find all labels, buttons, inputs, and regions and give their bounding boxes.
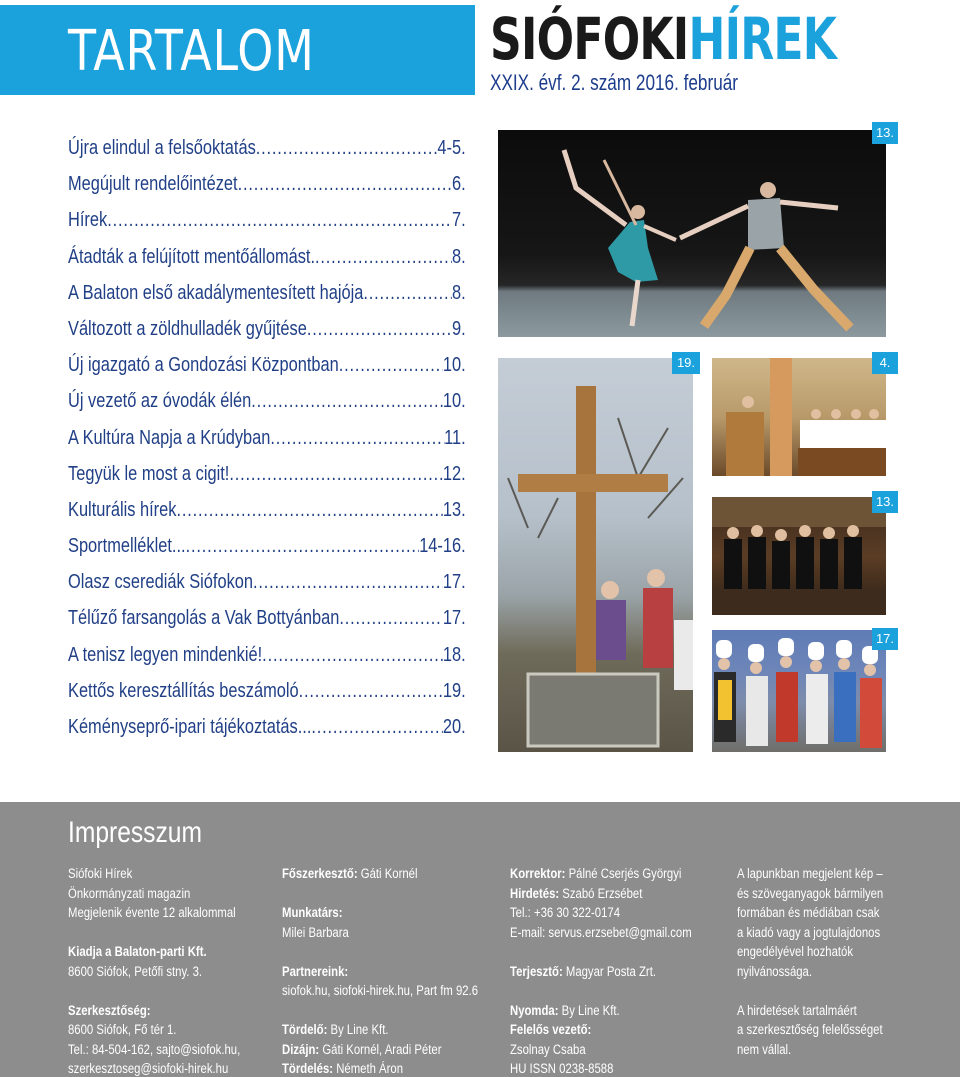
- toc-leader-dots: [307, 311, 452, 347]
- toc-leader-dots: [363, 275, 452, 311]
- chief-label: Főszerkesztő:: [282, 866, 358, 881]
- cross-photo: [498, 358, 693, 752]
- toc-entry-page: 12.: [442, 462, 466, 485]
- page-badge-meeting: 4.: [872, 352, 898, 374]
- toc-entry-page: 20.: [442, 716, 466, 738]
- magazine-name: Siófoki Hírek: [68, 866, 133, 881]
- responsible-label: Felelős vezető:: [510, 1022, 592, 1037]
- toc-leader-dots: [253, 564, 443, 600]
- typesetter-value: By Line Kft.: [327, 1022, 389, 1037]
- toc-entry: [68, 637, 468, 673]
- page-badge-cross: 19.: [672, 352, 700, 374]
- staff-value: Milei Barbara: [282, 924, 349, 940]
- toc-entry-title: Megújult rendelőintézet: [68, 173, 238, 196]
- impressum-col-3: [510, 864, 760, 1077]
- ads-phone: Tel.: +36 30 322-0174: [510, 905, 621, 920]
- impressum-col-2: [282, 864, 532, 1077]
- toc-entry-page: 8.: [452, 281, 466, 304]
- copyright-line-6: nyilvánossága.: [737, 963, 813, 979]
- toc-entry: [68, 130, 468, 166]
- toc-entry: [68, 311, 468, 347]
- issue-info: XXIX. évf. 2. szám 2016. február: [490, 70, 738, 95]
- typesetter-label: Tördelő:: [282, 1022, 328, 1037]
- toc-leader-dots: [186, 528, 420, 564]
- title-bar: [0, 5, 475, 95]
- toc-entry-page: 17.: [442, 607, 466, 630]
- office-label: Szerkesztőség:: [68, 1002, 151, 1018]
- toc-entry: [68, 709, 468, 745]
- toc-entry-page: 7.: [452, 209, 466, 232]
- responsible-value: Zsolnay Csaba: [510, 1041, 586, 1057]
- choir-photo: [712, 497, 886, 615]
- magazine-type: Önkormányzati magazin: [68, 885, 191, 901]
- toc-entry: [68, 166, 468, 202]
- toc-entry: [68, 383, 468, 419]
- publisher-label: Kiadja a Balaton-parti Kft.: [68, 944, 207, 959]
- toc-entry-title: Olasz cserediák Siófokon: [68, 571, 254, 594]
- toc-leader-dots: [339, 347, 443, 383]
- toc-entry-title: Kulturális hírek: [68, 498, 177, 521]
- layout-label: Tördelés:: [282, 1061, 334, 1076]
- ads-disclaimer-1: A hirdetések tartalmáért: [737, 1002, 857, 1018]
- toc-leader-dots: [229, 456, 443, 492]
- toc-leader-dots: [339, 600, 443, 636]
- toc-entry: [68, 202, 468, 238]
- impressum-title: Impresszum: [68, 816, 202, 849]
- partners-label: Partnereink:: [282, 963, 349, 979]
- design-value: Gáti Kornél, Aradi Péter: [319, 1041, 442, 1057]
- printer-value: By Line Kft.: [558, 1002, 620, 1018]
- office-address: 8600 Siófok, Fő tér 1.: [68, 1022, 177, 1037]
- ads-email: E-mail: servus.erzsebet@gmail.com: [510, 924, 692, 940]
- meeting-photo: [712, 358, 886, 476]
- toc-entry-page: 9.: [452, 317, 466, 340]
- partners-value: siofok.hu, siofoki-hirek.hu, Part fm 92.6: [282, 983, 479, 998]
- toc-entry-page: 4-5.: [437, 137, 466, 159]
- design-label: Dizájn:: [282, 1041, 320, 1057]
- impressum-col-4: [737, 864, 960, 1059]
- toc-leader-dots: [256, 130, 438, 166]
- toc-entry-title: Tegyük le most a cigit!: [68, 462, 230, 485]
- toc-entry-title: Új igazgató a Gondozási Központban: [68, 354, 339, 377]
- toc-entry-page: 10.: [442, 354, 466, 377]
- page-title: TARTALOM: [68, 19, 315, 84]
- copyright-line-5: engedélyével hozhatók: [737, 944, 854, 959]
- toc-leader-dots: [107, 202, 452, 238]
- impressum-col-1: [68, 864, 318, 1077]
- toc-leader-dots: [262, 637, 443, 673]
- toc-leader-dots: [251, 383, 443, 419]
- frequency: Megjelenik évente 12 alkalommal: [68, 905, 236, 920]
- toc-entry: [68, 528, 468, 564]
- ads-disclaimer-2: a szerkesztőség felelősséget: [737, 1022, 883, 1037]
- copyright-line-2: és szöveganyagok bármilyen: [737, 885, 884, 901]
- toc-entry-title: Változott a zöldhulladék gyűjtése: [68, 317, 307, 340]
- issn: HU ISSN 0238-8588: [510, 1061, 614, 1076]
- toc-leader-dots: [299, 673, 443, 709]
- distributor-value: Magyar Posta Zrt.: [562, 963, 657, 979]
- toc-entry: [68, 673, 468, 709]
- logo-blue-part: HÍREK: [688, 5, 837, 73]
- toc-leader-dots: [270, 420, 444, 456]
- ads-value: Szabó Erzsébet: [559, 885, 643, 901]
- toc-entry: [68, 456, 468, 492]
- copyright-line-4: a kiadó vagy a jogtulajdonos: [737, 924, 881, 940]
- toc-entry-title: Hírek: [68, 209, 108, 232]
- toc-leader-dots: [176, 492, 442, 528]
- table-of-contents: [68, 130, 468, 745]
- toc-entry-title: A tenisz legyen mindenkié!: [68, 643, 263, 666]
- publisher-address: 8600 Siófok, Petőfi stny. 3.: [68, 963, 203, 979]
- toc-entry-title: Télűző farsangolás a Vak Bottyánban: [68, 607, 340, 630]
- copyright-line-1: A lapunkban megjelent kép –: [737, 866, 883, 881]
- toc-entry: [68, 564, 468, 600]
- toc-entry-title: Új vezető az óvodák élén: [68, 390, 252, 413]
- toc-entry-title: Sportmelléklet...: [68, 535, 186, 558]
- toc-entry: [68, 239, 468, 275]
- proof-value: Pálné Cserjés Györgyi: [565, 866, 682, 881]
- toc-entry-title: A Kultúra Napja a Krúdyban: [68, 426, 271, 449]
- ads-disclaimer-3: nem vállal.: [737, 1041, 792, 1057]
- toc-entry-title: Kéményseprő-ipari tájékoztatás...: [68, 716, 312, 738]
- printer-label: Nyomda:: [510, 1002, 559, 1018]
- toc-entry-page: 19.: [442, 679, 466, 702]
- toc-entry-title: Kettős keresztállítás beszámoló: [68, 679, 299, 702]
- impressum-section: [0, 802, 960, 1077]
- magazine-logo: [490, 5, 837, 73]
- page-badge-choir: 13.: [872, 491, 898, 513]
- toc-entry-title: A Balaton első akadálymentesített hajója: [68, 281, 364, 304]
- masthead: [490, 5, 837, 96]
- ads-label: Hirdetés:: [510, 885, 560, 901]
- toc-leader-dots: [238, 166, 452, 202]
- toc-entry: [68, 347, 468, 383]
- copyright-line-3: formában és médiában csak: [737, 905, 880, 920]
- toc-leader-dots: [315, 239, 452, 275]
- toc-entry-title: Átadták a felújított mentőállomást.: [68, 245, 316, 268]
- toc-entry: [68, 420, 468, 456]
- toc-leader-dots: [311, 709, 443, 745]
- chief-value: Gáti Kornél: [357, 866, 418, 881]
- toc-entry-page: 8.: [452, 245, 466, 268]
- toc-entry-page: 6.: [452, 173, 466, 196]
- chefs-photo: [712, 630, 886, 752]
- toc-entry: [68, 600, 468, 636]
- toc-entry-title: Újra elindul a felsőoktatás: [68, 137, 256, 159]
- toc-entry-page: 11.: [444, 426, 466, 449]
- office-email: szerkesztoseg@siofoki-hirek.hu: [68, 1061, 229, 1076]
- toc-entry-page: 10.: [442, 390, 466, 413]
- toc-entry-page: 14-16.: [419, 535, 466, 558]
- ballet-photo: [498, 130, 886, 337]
- distributor-label: Terjesztő:: [510, 963, 563, 979]
- proof-label: Korrektor:: [510, 866, 566, 881]
- toc-entry-page: 18.: [442, 643, 466, 666]
- staff-label: Munkatárs:: [282, 905, 343, 920]
- toc-entry-page: 13.: [442, 498, 466, 521]
- office-phone: Tel.: 84-504-162, sajto@siofok.hu,: [68, 1041, 241, 1057]
- page-badge-chefs: 17.: [872, 628, 898, 650]
- logo-dark-part: SIÓFOKI: [490, 5, 689, 73]
- toc-entry-page: 17.: [442, 571, 466, 594]
- toc-entry: [68, 275, 468, 311]
- toc-entry: [68, 492, 468, 528]
- page-badge-ballet: 13.: [872, 122, 898, 144]
- layout-value: Németh Áron: [333, 1061, 404, 1076]
